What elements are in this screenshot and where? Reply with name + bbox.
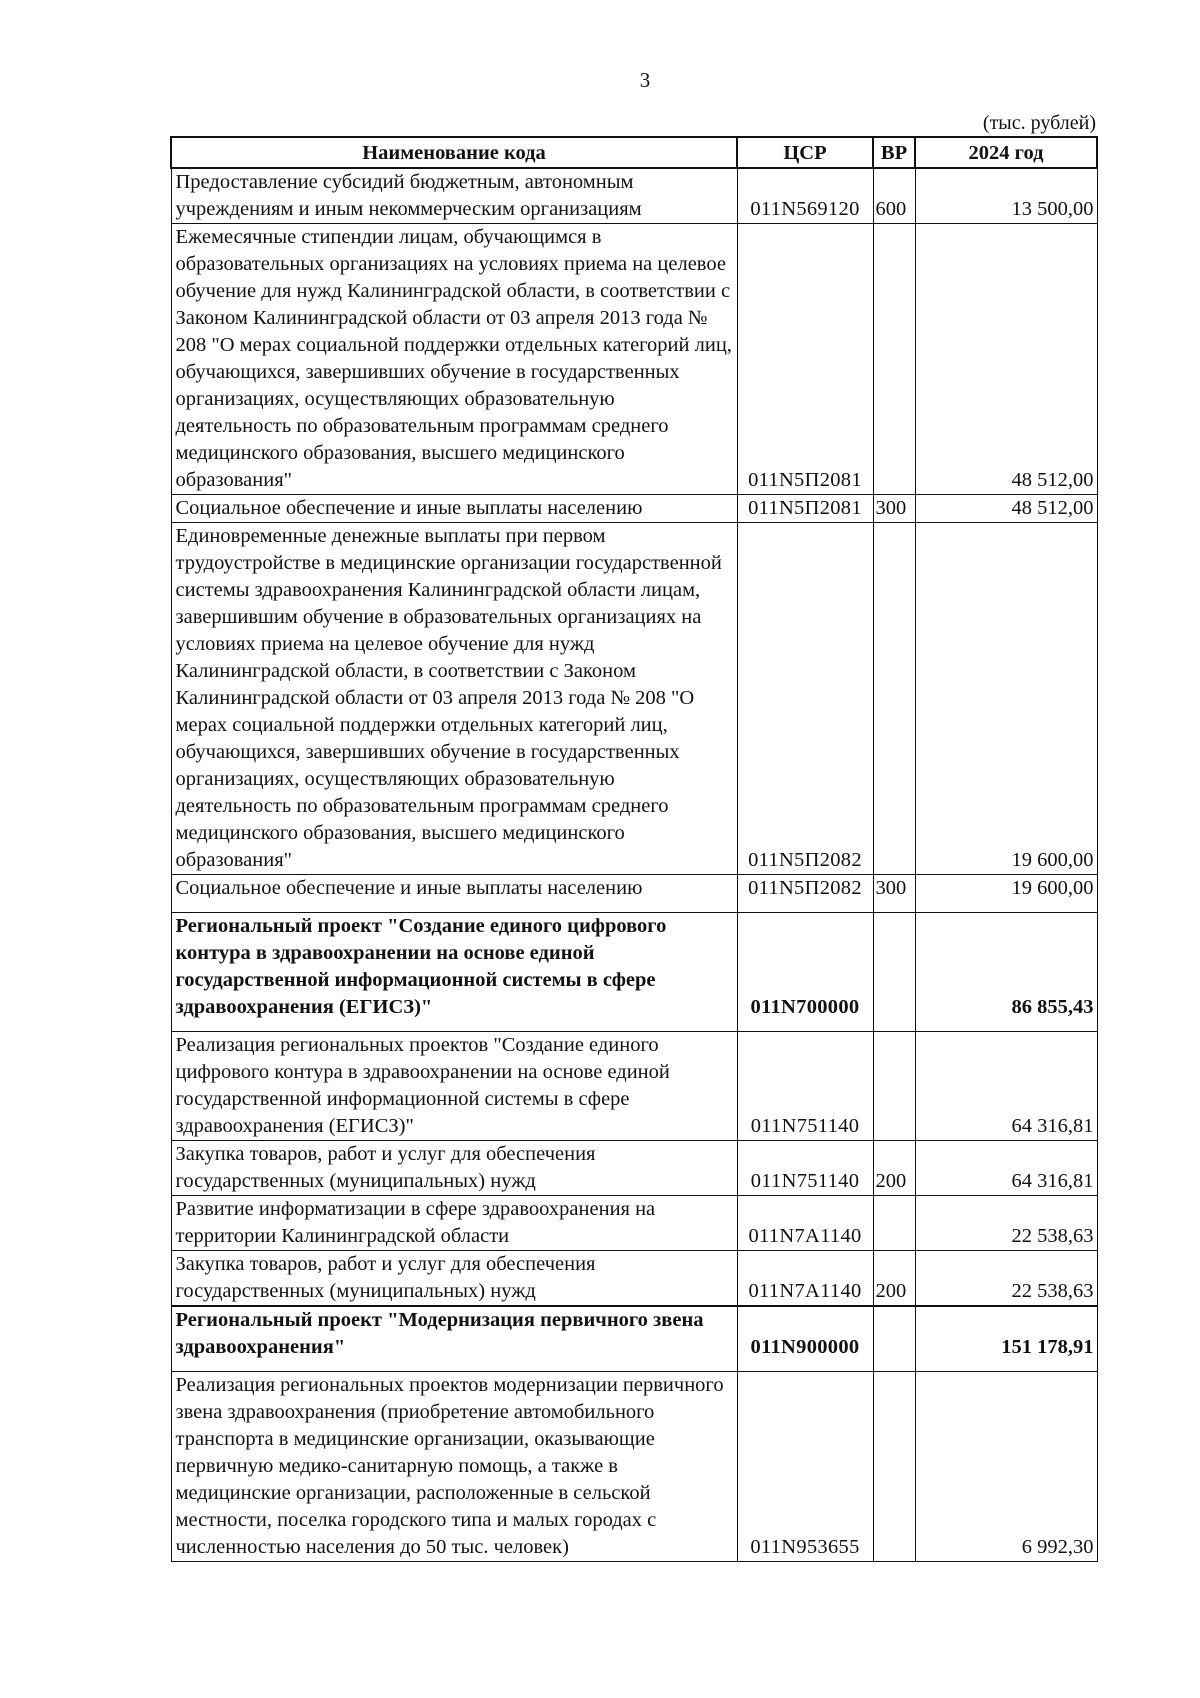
- table-row: [171, 1306, 1097, 1372]
- row-csr: 011N7A1140: [737, 1251, 873, 1307]
- row-amount: 86 855,43: [915, 913, 1097, 1032]
- row-vr: 200: [873, 1251, 915, 1307]
- row-amount: 6 992,30: [915, 1372, 1097, 1562]
- row-vr: [873, 1372, 915, 1562]
- row-vr: 300: [873, 495, 915, 523]
- row-vr: 200: [873, 1141, 915, 1196]
- row-name: Закупка товаров, работ и услуг для обеспечения государственных (муниципальных) нужд: [171, 1141, 737, 1196]
- row-amount: 13 500,00: [915, 168, 1097, 224]
- row-name: Реализация региональных проектов модернизации первичного звена здравоохранения (приобретение автомобильного транспорта в медицинские организации, оказывающие первичную медико-санитарную помощь, а также в медицинские организации, расположенные в сельской местности, поселка городского типа и малых городах с численностью населения до 50 тыс. человек): [171, 1372, 737, 1562]
- row-amount: 19 600,00: [915, 875, 1097, 913]
- row-amount: 22 538,63: [915, 1196, 1097, 1251]
- row-csr: 011N5П2082: [737, 523, 873, 875]
- row-name: Единовременные денежные выплаты при первом трудоустройстве в медицинские организации государственной системы здравоохранения Калининградской области лицам, завершившим обучение в образовательных организациях на условиях приема на целевое обучение для нужд Калининградской области, в соответствии с Законом Калининградской области от 03 апреля 2013 года № 208 "О мерах социальной поддержки отдельных категорий лиц, обучающихся, завершивших обучение в государственных организациях, осуществляющих образовательную деятельность по образовательным программам среднего медицинского образования, высшего медицинского образования": [171, 523, 737, 875]
- row-csr: 011N751140: [737, 1141, 873, 1196]
- row-amount: 64 316,81: [915, 1032, 1097, 1141]
- table-row: [171, 224, 1097, 495]
- row-amount: 48 512,00: [915, 495, 1097, 523]
- row-vr: [873, 523, 915, 875]
- row-name: Региональный проект "Модернизация первичного звена здравоохранения": [171, 1306, 737, 1372]
- row-csr: 011N7A1140: [737, 1196, 873, 1251]
- row-name: Реализация региональных проектов "Создание единого цифрового контура в здравоохранении на основе единой государственной информационной системы в сфере здравоохранения (ЕГИСЗ)": [171, 1032, 737, 1141]
- table-header-row: [171, 137, 1097, 168]
- row-name: Развитие информатизации в сфере здравоохранения на территории Калининградской области: [171, 1196, 737, 1251]
- row-csr: 011N5П2081: [737, 224, 873, 495]
- table-row: [171, 1196, 1097, 1251]
- row-csr: 011N953655: [737, 1372, 873, 1562]
- row-vr: [873, 1196, 915, 1251]
- header-year: 2024 год: [915, 137, 1097, 168]
- table-row: [171, 1372, 1097, 1562]
- table-row: [171, 913, 1097, 1032]
- header-name: Наименование кода: [171, 137, 737, 168]
- table-row: [171, 1032, 1097, 1141]
- header-csr: ЦСР: [737, 137, 873, 168]
- row-vr: 300: [873, 875, 915, 913]
- row-name: Предоставление субсидий бюджетным, автономным учреждениям и иным некоммерческим организациям: [171, 168, 737, 224]
- table-row: [171, 168, 1097, 224]
- row-name: Ежемесячные стипендии лицам, обучающимся в образовательных организациях на условиях приема на целевое обучение для нужд Калининградской области, в соответствии с Законом Калининградской области от 03 апреля 2013 года № 208 "О мерах социальной поддержки отдельных категорий лиц, обучающихся, завершивших обучение в государственных организациях, осуществляющих образовательную деятельность по образовательным программам среднего медицинского образования, высшего медицинского образования": [171, 224, 737, 495]
- row-amount: 48 512,00: [915, 224, 1097, 495]
- table-row: [171, 1251, 1097, 1307]
- row-vr: [873, 913, 915, 1032]
- row-amount: 19 600,00: [915, 523, 1097, 875]
- row-vr: [873, 1306, 915, 1372]
- row-name: Региональный проект "Создание единого цифрового контура в здравоохранении на основе единой государственной информационной системы в сфере здравоохранения (ЕГИСЗ)": [171, 913, 737, 1032]
- row-name: Социальное обеспечение и иные выплаты населению: [171, 495, 737, 523]
- budget-table: [170, 136, 1098, 1562]
- row-name: Закупка товаров, работ и услуг для обеспечения государственных (муниципальных) нужд: [171, 1251, 737, 1307]
- row-csr: 011N751140: [737, 1032, 873, 1141]
- row-csr: 011N700000: [737, 913, 873, 1032]
- units-label: (тыс. рублей): [982, 112, 1096, 134]
- row-csr: 011N900000: [737, 1306, 873, 1372]
- row-vr: 600: [873, 168, 915, 224]
- row-amount: 151 178,91: [915, 1306, 1097, 1372]
- table-row: [171, 875, 1097, 913]
- table-row: [171, 495, 1097, 523]
- row-amount: 22 538,63: [915, 1251, 1097, 1307]
- page-number: 3: [639, 68, 651, 92]
- row-vr: [873, 1032, 915, 1141]
- table-row: [171, 523, 1097, 875]
- row-vr: [873, 224, 915, 495]
- table-row: [171, 1141, 1097, 1196]
- row-amount: 64 316,81: [915, 1141, 1097, 1196]
- row-csr: 011N569120: [737, 168, 873, 224]
- row-csr: 011N5П2081: [737, 495, 873, 523]
- header-vr: ВР: [873, 137, 915, 168]
- row-name: Социальное обеспечение и иные выплаты населению: [171, 875, 737, 913]
- row-csr: 011N5П2082: [737, 875, 873, 913]
